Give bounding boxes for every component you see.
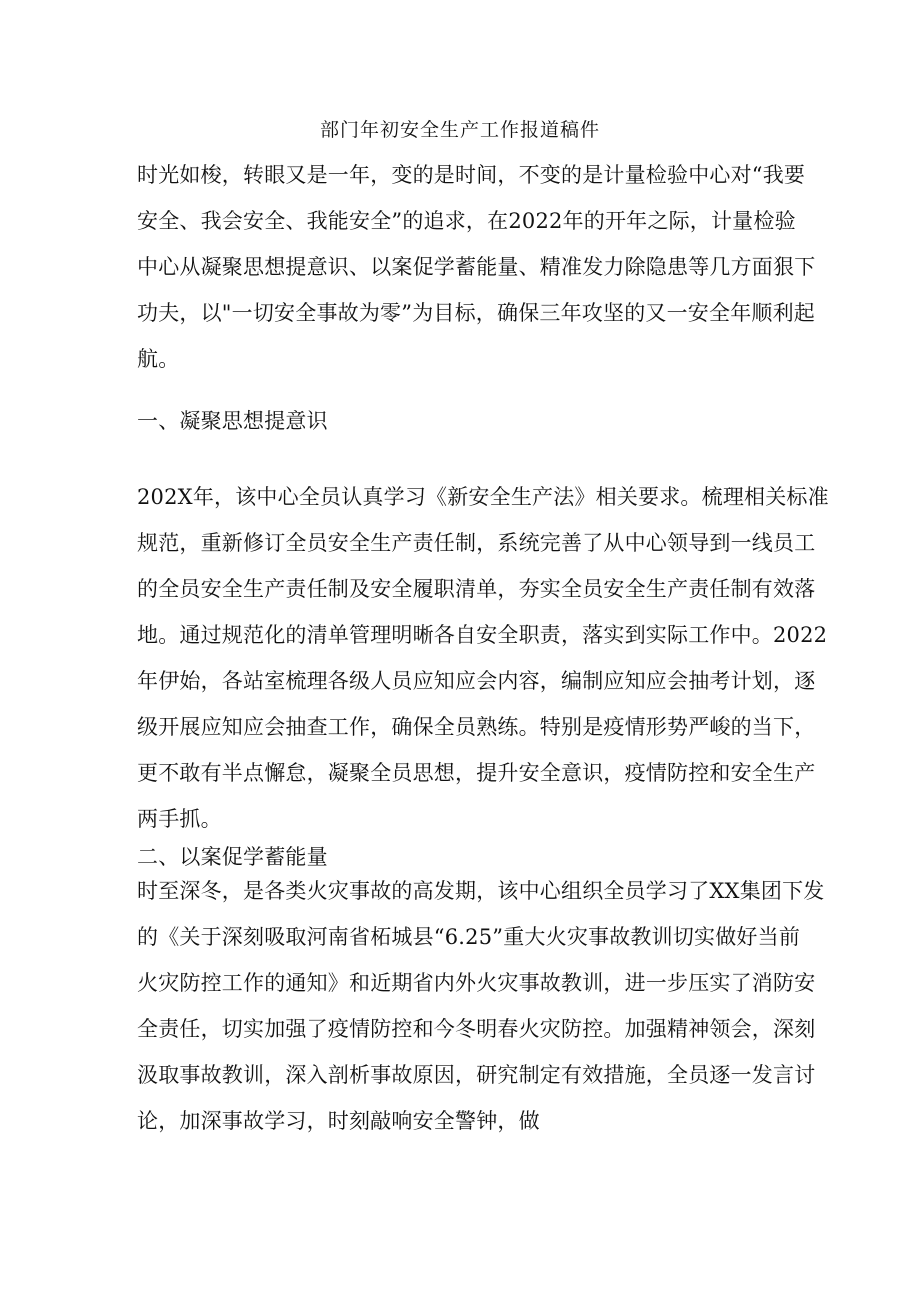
paragraph-section-2 <box>137 868 825 1144</box>
paragraph-line: 论，加深事故学习，时刻敲响安全警钟，做 <box>137 1109 540 1133</box>
paragraph-line: 规范，重新修订全员安全生产责任制，系统完善了从中心领导到一线员工 <box>137 531 816 555</box>
paragraph-line: 航。 <box>137 347 180 371</box>
section-heading-1 <box>137 398 789 444</box>
paragraph-line: 的《关于深刻吸取河南省柘城县“6.25”重大火灾事故教训切实做好当前 <box>137 925 801 949</box>
section-heading-text: 一、凝聚思想提意识 <box>137 409 328 433</box>
paragraph-line: 更不敢有半点懈怠，凝聚全员思想，提升安全意识，疫情防控和安全生产 <box>137 761 816 785</box>
paragraph-line: 级开展应知应会抽查工作，确保全员熟练。特别是疫情形势严峻的当下， <box>137 715 816 739</box>
section-heading-text: 二、以案促学蓄能量 <box>137 845 328 869</box>
paragraph-line: 年伊始，各站室梳理各级人员应知应会内容，编制应知应会抽考计划，逐 <box>137 669 816 693</box>
paragraph-line: 汲取事故教训，深入剖析事故原因，研究制定有效措施，全员逐一发言讨 <box>137 1063 816 1087</box>
paragraph-line: 时至深冬，是各类火灾事故的高发期，该中心组织全员学习了XX集团下发 <box>137 879 825 903</box>
paragraph-line: 的全员安全生产责任制及安全履职清单，夯实全员安全生产责任制有效落 <box>137 577 816 601</box>
paragraph-intro <box>137 152 816 382</box>
document-title: 部门年初安全生产工作报道稿件 <box>319 119 600 141</box>
paragraph-line: 安全、我会安全、我能安全”的追求，在2022年的开年之际，计量检验 <box>137 209 796 233</box>
paragraph-section-1 <box>137 474 829 842</box>
paragraph-line: 202X年，该中心全员认真学习《新安全生产法》相关要求。梳理相关标准 <box>137 485 829 509</box>
paragraph-line: 中心从凝聚思想提意识、以案促学蓄能量、精准发力除隐患等几方面狠下 <box>137 255 816 279</box>
paragraph-line: 地。通过规范化的清单管理明晰各自安全职责，落实到实际工作中。2022 <box>137 623 828 647</box>
paragraph-line: 功夫，以"一切安全事故为零”为目标，确保三年攻坚的又一安全年顺利起 <box>137 301 815 325</box>
paragraph-line: 时光如梭，转眼又是一年，变的是时间，不变的是计量检验中心对“我要 <box>137 163 806 187</box>
paragraph-line: 全责任，切实加强了疫情防控和今冬明春火灾防控。加强精神领会，深刻 <box>137 1017 816 1041</box>
paragraph-line: 两手抓。 <box>137 807 222 831</box>
paragraph-line: 火灾防控工作的通知》和近期省内外火灾事故教训，进一步压实了消防安 <box>137 971 816 995</box>
